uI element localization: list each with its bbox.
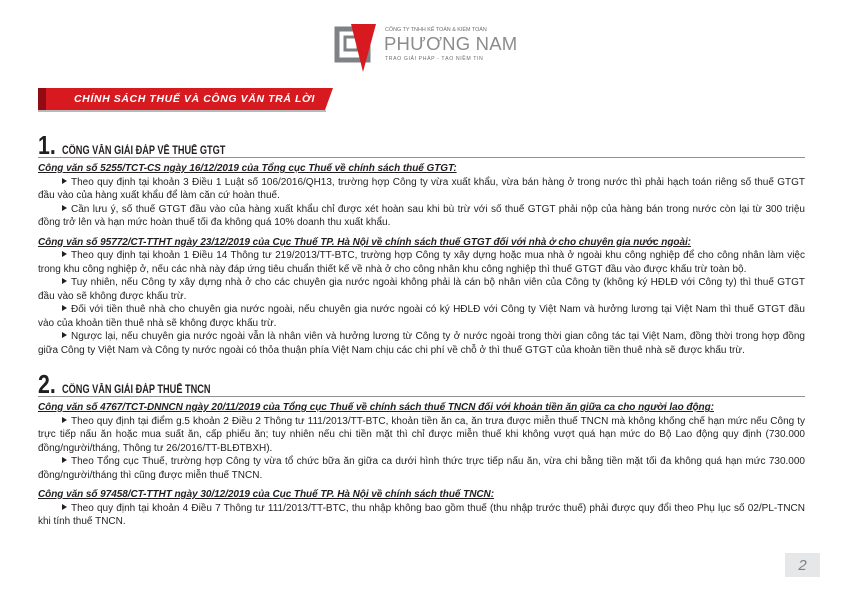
section-number: 2. bbox=[38, 369, 56, 399]
bullet-text: Ngược lại, nếu chuyên gia nước ngoài vẫn là nhân viên và hưởng lương từ Công ty ở nước ngoài trong thời gian công tác tại Việt Nam, đồng thời trong hợp đồng giữa Công ty Việt Nam và Công ty nước ngoài có thỏa thuận phía Việt Nam chịu các chi phí về chỗ ở thì thuế GTGT của khoản tiền thuê nhà sẽ được khấu trừ. bbox=[38, 331, 805, 356]
bullet-text: Theo Tổng cục Thuế, trường hợp Công ty vừa tổ chức bữa ăn giữa ca dưới hình thức trực tiếp nấu ăn, vừa chi bằng tiền mặt tối đa không quá hạn mức 730.000 đồng/người/tháng thì cũng được miễn thuế TNCN. bbox=[38, 456, 805, 481]
company-logo bbox=[334, 19, 519, 75]
bullet-point bbox=[38, 249, 805, 276]
official-letter-title: Công văn số 4767/TCT-DNNCN ngày 20/11/2019 của Tổng cục Thuế về chính sách thuế TNCN đối với khoản tiền ăn giữa ca cho người lao động: bbox=[38, 402, 714, 413]
official-letter bbox=[38, 401, 805, 482]
bullet-text: Đối với tiền thuê nhà cho chuyên gia nước ngoài, nếu chuyên gia nước ngoài có ký HĐLĐ với Công ty Việt Nam và hưởng lương tại Việt Nam thì thuế GTGT đầu vào của khoản tiền thuê nhà sẽ không được khấu trừ. bbox=[38, 304, 805, 329]
logo-slogan: TRAO GIẢI PHÁP - TẠO NIỀM TIN bbox=[385, 56, 484, 62]
official-letter bbox=[38, 236, 805, 358]
official-letter bbox=[38, 488, 805, 529]
section-heading bbox=[38, 369, 805, 399]
official-letter-title: Công văn số 97458/CT-TTHT ngày 30/12/2019 của Cục Thuế TP. Hà Nội về chính sách thuế TNCN: bbox=[38, 489, 494, 500]
page-number: 2 bbox=[798, 556, 807, 574]
arrow-bullet-icon bbox=[62, 305, 67, 311]
logo-company-line: CÔNG TY TNHH KẾ TOÁN & KIỂM TOÁN bbox=[385, 27, 487, 33]
bullet-text: Theo quy định tại khoản 4 Điều 7 Thông tư 111/2013/TT-BTC, thu nhập không bao gồm thuế (thu nhập trước thuế) phải được quy đổi theo Phụ lục số 02/PL-TNCN khi tính thuế TNCN. bbox=[38, 502, 805, 527]
banner-title: CHÍNH SÁCH THUẾ VÀ CÔNG VĂN TRẢ LỜI bbox=[74, 93, 315, 105]
section-vat bbox=[38, 130, 805, 357]
bullet-point bbox=[38, 276, 805, 303]
arrow-bullet-icon bbox=[62, 457, 67, 463]
arrow-bullet-icon bbox=[62, 251, 67, 257]
bullet-text: Theo quy định tại khoản 1 Điều 14 Thông tư 219/2013/TT-BTC, trường hợp Công ty xây dựng hoặc mua nhà ở ngoài khu công nghiệp để cho công nhân làm việc trong khu công nghiệp ở, nếu các nhà này đáp ứng tiêu chuẩn thiết kế về nhà ở cho công nhân khu công nghiệp thì thuế GTGT đầu vào được khấu trừ toàn bộ. bbox=[38, 250, 805, 275]
section-heading bbox=[38, 130, 805, 160]
section-title: CÔNG VĂN GIẢI ĐÁP THUẾ TNCN bbox=[62, 384, 211, 396]
official-letter bbox=[38, 162, 805, 230]
section-pit bbox=[38, 369, 805, 529]
arrow-bullet-icon bbox=[62, 504, 67, 510]
arrow-bullet-icon bbox=[62, 332, 67, 338]
bullet-text: Tuy nhiên, nếu Công ty xây dựng nhà ở cho các chuyên gia nước ngoài không phải là cán bộ nhân viên của Công ty (không ký HĐLĐ với Công ty) thì thuế GTGT đầu vào sẽ không được khấu trừ. bbox=[38, 277, 805, 302]
bullet-point bbox=[38, 176, 805, 203]
page-number-box bbox=[785, 553, 820, 577]
phuong-nam-logo-icon bbox=[334, 21, 378, 75]
banner-underline bbox=[38, 110, 326, 112]
arrow-bullet-icon bbox=[62, 417, 67, 423]
bullet-point bbox=[38, 455, 805, 482]
bullet-text: Cần lưu ý, số thuế GTGT đầu vào của hàng xuất khẩu chỉ được xét hoàn sau khi bù trừ với số thuế GTGT phải nộp của hàng bán trong nước còn lại từ 300 triệu đồng trở lên và hạn mức hoàn thuế tối đa không quá 10% doanh thu xuất khẩu. bbox=[38, 203, 805, 228]
logo-brand-name: PHƯƠNG NAM bbox=[384, 33, 518, 54]
bullet-point bbox=[38, 203, 805, 230]
bullet-point bbox=[38, 303, 805, 330]
bullet-point bbox=[38, 415, 805, 456]
section-number: 1. bbox=[38, 130, 56, 160]
bullet-point bbox=[38, 330, 805, 357]
arrow-bullet-icon bbox=[62, 205, 67, 211]
bullet-text: Theo quy định tại khoản 3 Điều 1 Luật số 106/2016/QH13, trường hợp Công ty vừa xuất khẩu, vừa bán hàng ở trong nước thì phải hạch toán riêng số thuế GTGT đầu vào của hàng xuất khẩu để làm căn cứ hoàn thuế. bbox=[38, 176, 805, 201]
arrow-bullet-icon bbox=[62, 278, 67, 284]
section-body bbox=[38, 401, 805, 529]
bullet-point bbox=[38, 502, 805, 529]
official-letter-title: Công văn số 5255/TCT-CS ngày 16/12/2019 của Tổng cục Thuế về chính sách thuế GTGT: bbox=[38, 163, 457, 174]
bullet-text: Theo quy định tại điểm g.5 khoản 2 Điều 2 Thông tư 111/2013/TT-BTC, khoản tiền ăn ca, ăn trưa được miễn thuế TNCN mà không khống chế hạn mức nếu Công ty trực tiếp nấu ăn hoặc mua suất ăn, cấp phiếu ăn; tuy nhiên nếu chi tiền mặt thì chỉ được miễn thuế khi không vượt quá hạn mức do Bộ Lao động quy định (730.000 đồng/người/tháng, Thông tư 26/2016/TT-BLĐTBXH). bbox=[38, 415, 805, 454]
section-title: CÔNG VĂN GIẢI ĐÁP VỀ THUẾ GTGT bbox=[62, 145, 226, 157]
official-letter-title: Công văn số 95772/CT-TTHT ngày 23/12/2019 của Cục Thuế TP. Hà Nội về chính sách thuế GTGT đối với nhà ở cho chuyên gia nước ngoài: bbox=[38, 236, 691, 248]
arrow-bullet-icon bbox=[62, 178, 67, 184]
section-body bbox=[38, 162, 805, 357]
